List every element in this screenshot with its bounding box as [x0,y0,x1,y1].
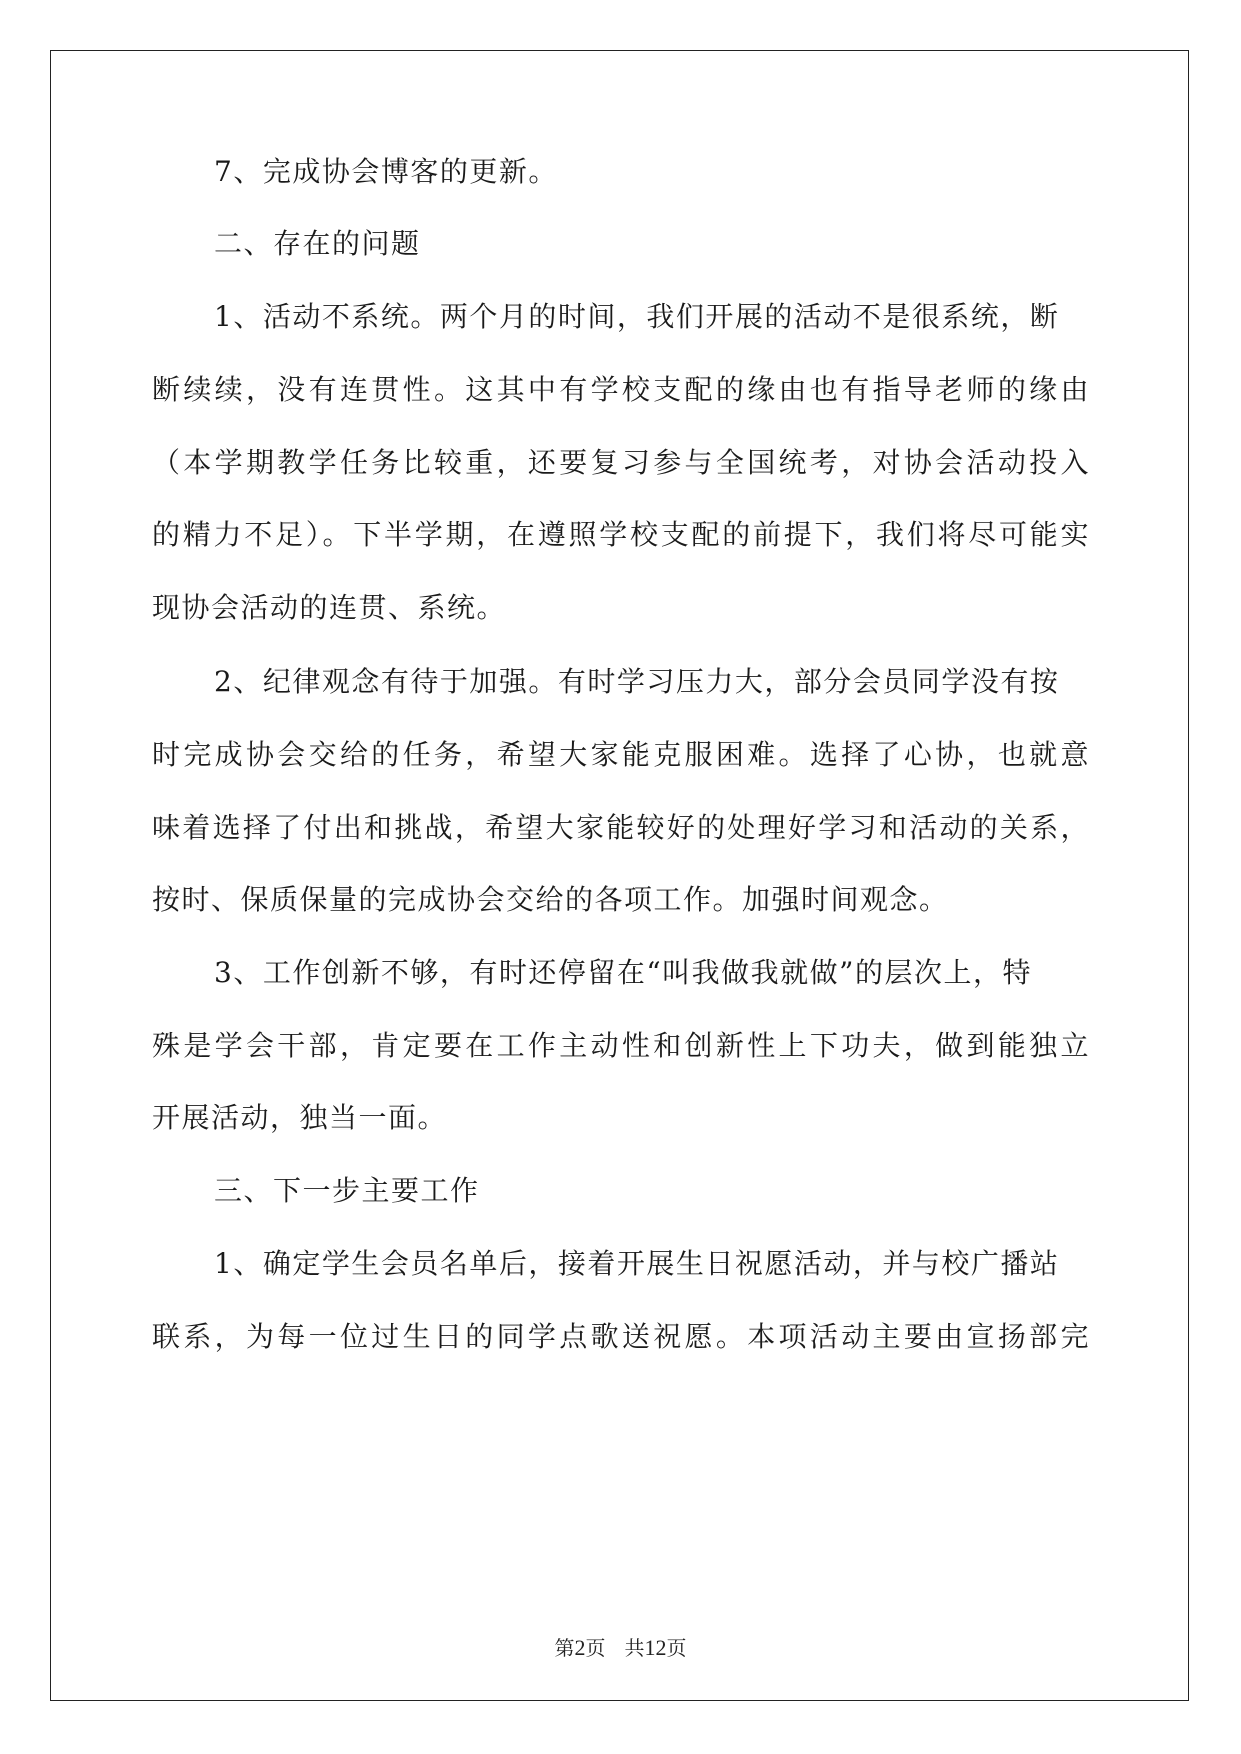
paragraph-line: 断续续，没有连贯性。这其中有学校支配的缘由也有指导老师的缘由 [152,373,1090,406]
total-pages: 12 [644,1635,667,1660]
section-heading: 三、下一步主要工作 [214,1174,480,1207]
page-number: 2 [574,1635,586,1660]
paragraph-line: 开展活动，独当一面。 [152,1101,448,1134]
paragraph-line: 时完成协会交给的任务，希望大家能克服困难。选择了心协，也就意 [152,738,1090,771]
paragraph-line: 按时、保质保量的完成协会交给的各项工作。加强时间观念。 [152,883,949,916]
paragraph-line: 味着选择了付出和挑战，希望大家能较好的处理好学习和活动的关系， [152,811,1090,844]
paragraph-line: 联系，为每一位过生日的同学点歌送祝愿。本项活动主要由宣扬部完 [152,1320,1090,1353]
page-border [50,50,1189,1701]
total-label-prefix: 共 [624,1636,645,1660]
paragraph-line: 1、活动不系统。两个月的时间，我们开展的活动不是很系统，断 [214,300,1060,333]
paragraph-line: 殊是学会干部，肯定要在工作主动性和创新性上下功夫，做到能独立 [152,1029,1090,1062]
paragraph-line: 3、工作创新不够，有时还停留在“叫我做我就做”的层次上，特 [214,956,1032,989]
paragraph-line: 1、确定学生会员名单后，接着开展生日祝愿活动，并与校广播站 [214,1247,1060,1280]
paragraph-line: 现协会活动的连贯、系统。 [152,591,507,624]
paragraph-line: 2、纪律观念有待于加强。有时学习压力大，部分会员同学没有按 [214,665,1060,698]
paragraph-line: 7、完成协会博客的更新。 [214,155,558,188]
page-label-suffix: 页 [585,1636,606,1660]
page-label-prefix: 第 [554,1636,575,1660]
paragraph-line: 的精力不足）。下半学期，在遵照学校支配的前提下，我们将尽可能实 [152,518,1090,551]
total-label-suffix: 页 [666,1636,687,1660]
page-footer [0,1632,1241,1661]
section-heading: 二、存在的问题 [214,227,421,260]
paragraph-line: （本学期教学任务比较重，还要复习参与全国统考，对协会活动投入 [152,446,1090,479]
